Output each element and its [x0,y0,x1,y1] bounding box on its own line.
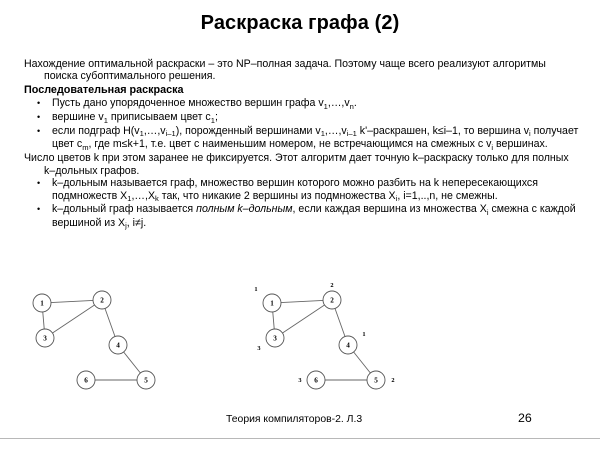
graph-node-color-label: 2 [330,282,334,289]
bullet-item [24,111,580,124]
graph-edge [282,305,324,333]
graph-edge [124,352,141,373]
graph-node-label: 5 [374,376,378,385]
bullet-item [24,203,580,230]
footer-course-label: Теория компиляторов-2. Л.3 [226,414,363,425]
graph-diagram-colored [252,282,452,406]
graph-edge [273,312,274,329]
graph-node-label: 1 [270,299,274,308]
bullet-text: если подграф $H(v_1,\dots,v_{i-1})$, порожденный вершинами $v_1,\dots,v_{i-1}$ k'–раскрашен, k≤i–1, то вершина $v_i$ получает цвет $c_m$, где m≤k+1, т.е. цвет с наименьшим номером, не встречающимся на смежных с $v_i$ вершинах. [52,125,579,152]
bullet-text: Пусть дано упорядоченное множество вершин графа $v_1,\dots,v_n$. [52,97,357,111]
graph-node-label: 4 [116,341,120,350]
graph-node-color-label: 3 [298,377,302,384]
bullet-item [24,125,580,152]
page-title: Раскраска графа (2) [200,12,400,34]
graph-node-label: 2 [100,296,104,305]
bullet-item [24,177,580,203]
graph-edge [105,308,115,336]
graph-edge [43,312,44,329]
section-heading: Последовательная раскраска [24,83,184,96]
graph-node-color-label: 3 [257,345,261,352]
graph-edge [335,308,345,336]
graph-edge [51,300,93,302]
bullet-text: k–дольным называется граф, множество вершин которого можно разбить на k непересекающихся подмножеств $X_1,\dots,X_k$ так, что никакие 2 вершины из подмножества $X_i$, i=1,..,n, не смежны. [52,177,538,203]
bullet-text: вершине $v_1$ приписываем цвет $c_1$; [52,111,218,125]
graph-node-label: 4 [346,341,350,350]
footer-page-number: 26 [518,411,532,425]
graph-svg-uncolored [22,286,222,406]
graph-diagram-uncolored [22,286,222,406]
bullet-list-primary [24,97,580,152]
graph-node-label: 3 [43,334,47,343]
bullet-text: k–дольный граф называется полным k–дольным, если каждая вершина из множества $X_i$ смежна с каждой вершиной из $X_j$, i≠j. [52,203,576,231]
slide-body [24,58,580,231]
bullet-list-secondary [24,177,580,230]
graph-edge [52,305,94,333]
graph-node-label: 5 [144,376,148,385]
bullet-item [24,97,580,110]
graph-node-label: 6 [314,376,318,385]
graph-node-label: 6 [84,376,88,385]
graph-node-label: 2 [330,296,334,305]
graph-edge [281,300,323,302]
intro-paragraph: Нахождение оптимальной раскраски – это NP–полная задача. Поэтому чаще всего реализуют алгоритмы поиска субоптимального решения. [24,58,546,83]
graph-node-label: 3 [273,334,277,343]
graph-node-color-label: 1 [362,331,366,338]
graph-node-label: 1 [40,299,44,308]
footer-divider [0,438,600,439]
graph-node-color-label: 1 [254,286,258,293]
graph-node-color-label: 2 [391,377,395,384]
graph-edge [354,352,371,373]
paragraph-k-colors: Число цветов k при этом заранее не фиксируется. Этот алгоритм дает точную k–раскраску только для полных k–дольных графов. [24,152,569,177]
graph-svg-colored [252,282,452,406]
